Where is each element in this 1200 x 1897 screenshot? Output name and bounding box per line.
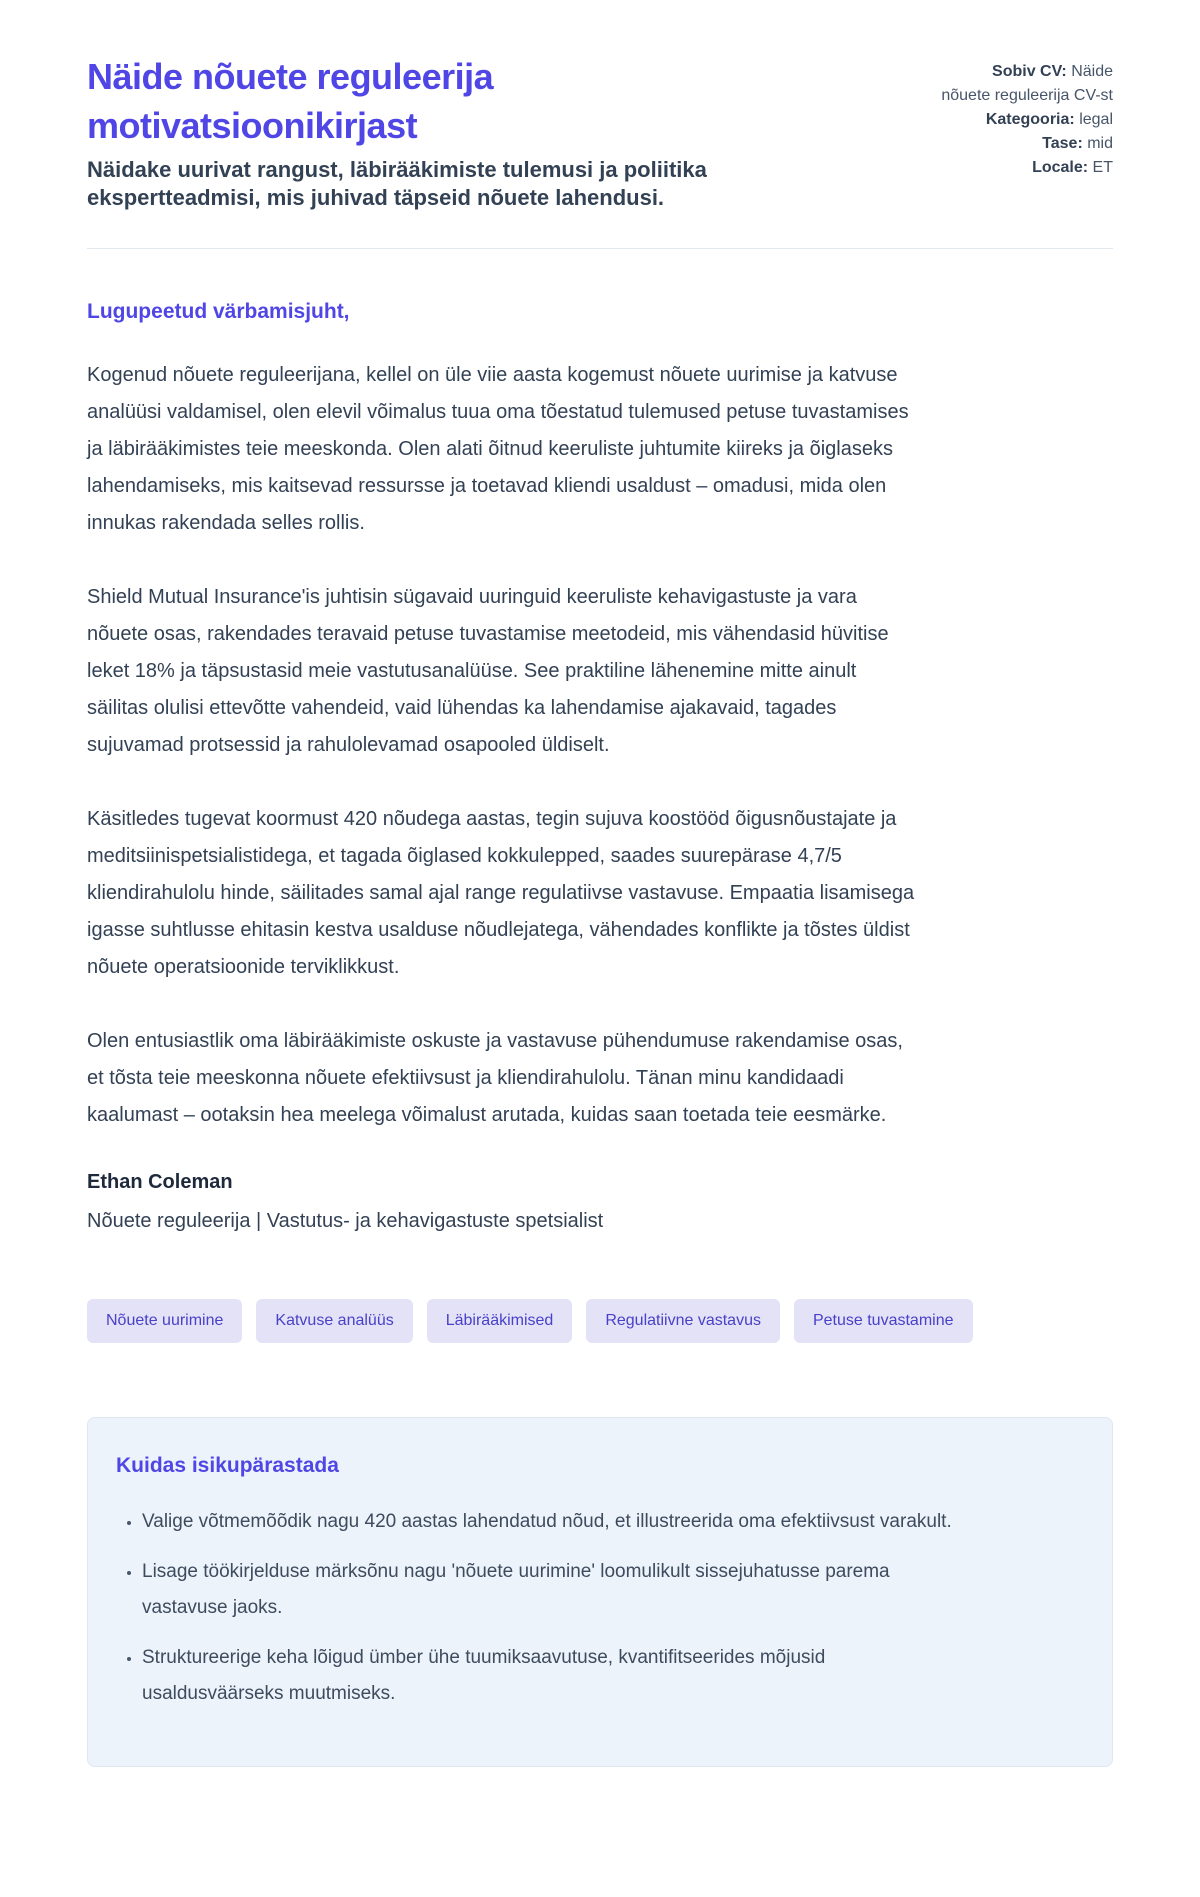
meta-label-level: Tase:: [1042, 135, 1083, 152]
tips-title: Kuidas isikupärastada: [116, 1454, 339, 1477]
tip-item-2: • Lisage töökirjelduse märksõnu nagu 'nõuete uurimine' loomulikult sissejuhatusse parema vastavuse jaoks.: [142, 1554, 972, 1626]
meta-locale: [941, 156, 1113, 180]
meta-category: [941, 108, 1113, 132]
meta-label-category: Kategooria:: [985, 111, 1075, 128]
meta-level: [941, 132, 1113, 156]
skill-tags: [87, 1299, 1113, 1343]
skill-tag-regulatory-compliance: Regulatiivne vastavus: [586, 1299, 780, 1343]
meta-value-level: mid: [1087, 135, 1113, 152]
meta-value-locale: ET: [1092, 159, 1113, 176]
skill-tag-negotiations: Läbirääkimised: [427, 1299, 573, 1343]
header-title-block: [87, 52, 712, 212]
letter-body: [87, 299, 922, 1233]
page-header: [87, 52, 1113, 212]
skill-tag-fraud-detection: Petuse tuvastamine: [794, 1299, 973, 1343]
signature-role: Nõuete reguleerija | Vastutus- ja kehavigastuste spetsialist: [87, 1210, 604, 1232]
meta-label-locale: Locale:: [1032, 159, 1089, 176]
meta-matching-cv: [941, 60, 1113, 108]
personalization-tips-box: [87, 1417, 1113, 1767]
meta-label-matching-cv: Sobiv CV:: [992, 63, 1067, 80]
skill-tag-coverage-analysis: Katvuse analüüs: [256, 1299, 412, 1343]
meta-panel: [941, 52, 1113, 180]
meta-value-category: legal: [1079, 111, 1113, 128]
letter-paragraph-1: Kogenud nõuete reguleerijana, kellel on üle viie aasta kogemust nõuete uurimise ja katvuse analüüsi valdamisel, olen elevil võimalus tuua oma tõestatud tulemused petuse tuvastamises ja läbirääkimistes teie meeskonda. Olen alati õitnud keeruliste juhtumite kiireks ja õiglaseks lahendamiseks, mis kaitsevad ressursse ja toetavad kliendi usaldust – omadusi, mida olen innukas rakendada selles rollis.: [87, 364, 909, 534]
divider: [87, 248, 1113, 249]
letter-paragraph-2: Shield Mutual Insurance'is juhtisin sügavaid uuringuid keeruliste kehavigastuste ja vara nõuete osas, rakendades teravaid petuse tuvastamise meetodeid, mis vähendasid hüvitise leket 18% ja täpsustasid meie vastutusanalüüse. See praktiline lähenemine mitte ainult säilitas olulisi ettevõtte vahendeid, vaid lühendas ka lahendamise ajakavaid, tagades sujuvamad protsessid ja rahulolevamad osapooled üldiselt.: [87, 586, 889, 756]
signature-name: Ethan Coleman: [87, 1171, 233, 1193]
page-title: Näide nõuete reguleerija motivatsioonikirjast: [87, 56, 494, 146]
skill-tag-claims-investigation: Nõuete uurimine: [87, 1299, 242, 1343]
tips-list: [116, 1504, 1078, 1712]
letter-paragraph-4: Olen entusiastlik oma läbirääkimiste oskuste ja vastavuse pühendumuse rakendamise osas, et tõsta teie meeskonna nõuete efektiivsust ja kliendirahulolu. Tänan minu kandidaadi kaalumast – ootaksin hea meelega võimalust arutada, kuidas saan toetada teie eesmärke.: [87, 1030, 903, 1126]
page-subtitle: Näidake uurivat rangust, läbirääkimiste tulemusi ja poliitika ekspertteadmisi, mis juhivad täpseid nõuete lahendusi.: [87, 157, 707, 210]
cover-letter-page: [87, 0, 1113, 1767]
tip-item-3: • Struktureerige keha lõigud ümber ühe tuumiksaavutuse, kvantifitseerides mõjusid usaldusväärseks muutmiseks.: [142, 1640, 972, 1712]
greeting: Lugupeetud värbamisjuht,: [87, 300, 350, 323]
letter-paragraph-3: Käsitledes tugevat koormust 420 nõudega aastas, tegin sujuva koostööd õigusnõustajate ja meditsiinispetsialistidega, et tagada õiglased kokkulepped, saades suurepärase 4,7/5 kliendirahulolu hinde, säilitades samal ajal range regulatiivse vastavuse. Empaatia lisamisega igasse suhtlusse ehitasin kestva usalduse nõudlejatega, vähendades konflikte ja tõstes üldist nõuete operatsioonide terviklikkust.: [87, 808, 915, 978]
meta-value-matching-cv: Näide nõuete reguleerija CV-st: [941, 63, 1113, 104]
tip-item-1: • Valige võtmemõõdik nagu 420 aastas lahendatud nõud, et illustreerida oma efektiivsust varakult.: [142, 1504, 972, 1540]
